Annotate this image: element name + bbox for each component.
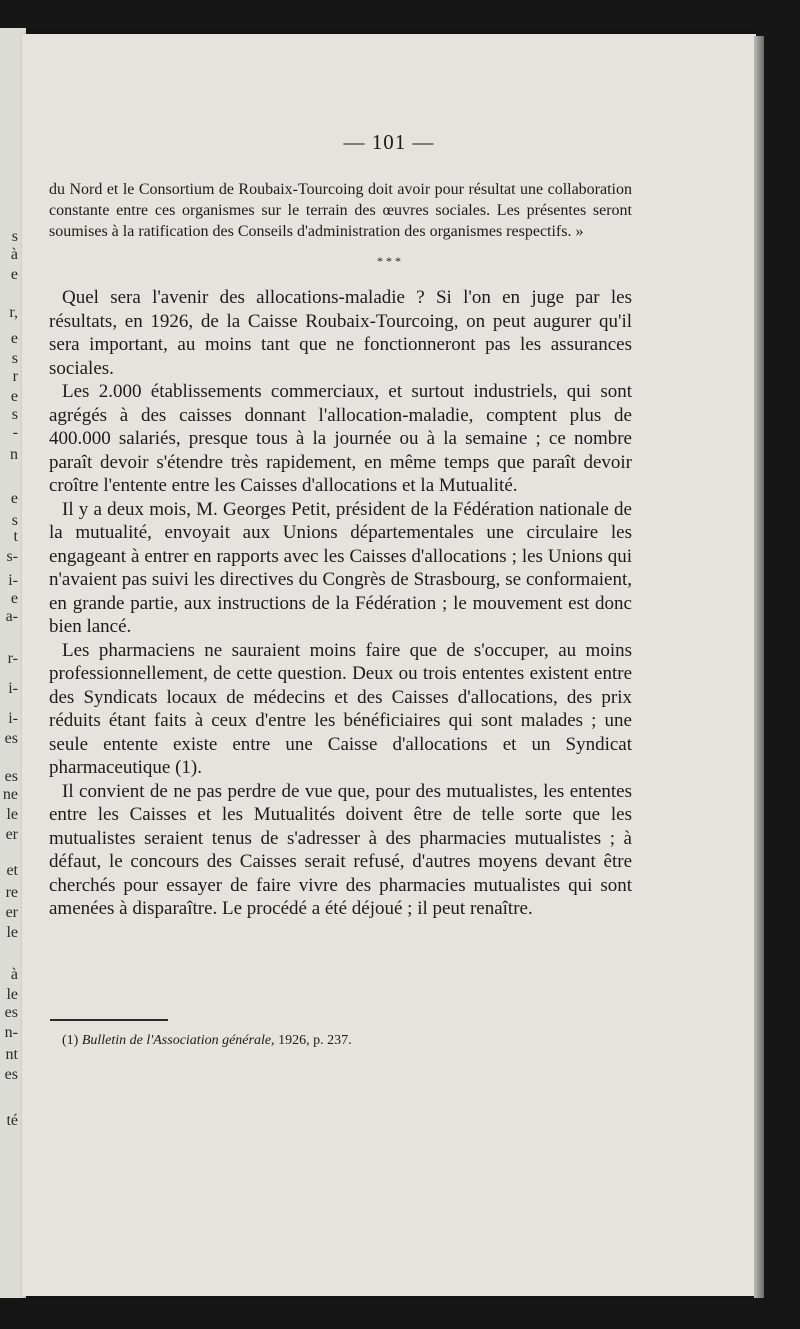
margin-fragment: e	[10, 330, 18, 347]
margin-fragment: r-	[7, 650, 18, 667]
margin-fragment: s	[11, 228, 18, 245]
margin-fragment: n-	[4, 1024, 18, 1041]
margin-fragment: nt	[5, 1046, 18, 1063]
paragraph-4: Les pharmaciens ne sauraient moins faire que de s'occuper, au moins professionnellement, de cette question. Deux ou trois ententes existent entre des Syndicats locaux de médecins et des Caisses d'allocations, des prix réduits étant faits à ceux d'entre les bénéficiaires qui sont malades ; une seule entente existe entre une Caisse d'allocations et un Syndicat pharmaceutique (1).	[49, 639, 632, 778]
margin-fragment: s	[11, 406, 18, 423]
margin-fragment: e	[10, 490, 18, 507]
margin-fragment: es	[4, 730, 18, 747]
margin-fragment: té	[6, 1112, 18, 1129]
margin-fragment: t	[13, 528, 18, 545]
margin-fragment: es	[4, 768, 18, 785]
margin-fragment: à	[10, 966, 18, 983]
footnote-rule	[50, 1019, 168, 1021]
margin-fragment: ne	[2, 786, 18, 803]
margin-fragment: s	[11, 350, 18, 367]
margin-fragment: n	[10, 446, 18, 463]
intro-text: du Nord et le Consortium de Roubaix-Tourcoing doit avoir pour résultat une collaboration constante entre ces organismes sur le terrain des œuvres sociales. Les présentes seront soumises à la ratification des Conseils d'administration des organismes respectifs. »	[49, 181, 632, 240]
margin-fragment: e	[10, 266, 18, 283]
margin-fragment: es	[4, 1066, 18, 1083]
book-page	[22, 34, 756, 1296]
footnote	[62, 1033, 352, 1049]
footnote-title: Bulletin de l'Association générale,	[81, 1033, 275, 1048]
footnote-reference: 1926, p. 237.	[278, 1033, 352, 1048]
margin-fragment: à	[10, 246, 18, 263]
margin-fragment: le	[6, 986, 18, 1003]
margin-fragment: i-	[8, 680, 18, 697]
margin-fragment: er	[5, 904, 18, 921]
margin-fragment: re	[5, 884, 18, 901]
margin-fragment: le	[6, 806, 18, 823]
margin-fragment: et	[6, 862, 18, 879]
margin-fragment: er	[5, 826, 18, 843]
paragraph-3: Il y a deux mois, M. Georges Petit, président de la Fédération nationale de la mutualité, envoyait aux Unions départementales une circulaire les engageant à entrer en rapports avec les Caisses d'allocations ; les Unions qui n'avaient pas suivi les directives du Congrès de Strasbourg, se conformaient, en grande partie, aux instructions de la Fédération ; le mouvement est donc bien lancé.	[49, 498, 632, 637]
margin-fragment: r	[12, 368, 18, 385]
margin-fragment: i-	[8, 572, 18, 589]
margin-fragment: s-	[6, 548, 18, 565]
section-separator: * * *	[377, 254, 401, 268]
intro-paragraph	[49, 179, 632, 242]
paragraph-1: Quel sera l'avenir des allocations-maladie ? Si l'on en juge par les résultats, en 1926, de la Caisse Roubaix-Tourcoing, on peut augurer qu'il sera important, au moins tant que ne fonctionneront pas les assurances sociales.	[49, 287, 632, 379]
paragraph-2: Les 2.000 établissements commerciaux, et surtout industriels, qui sont agrégés à des caisses donnant l'allocation-maladie, comptent plus de 400.000 salariés, presque tous à la journée ou à la semaine ; ce nombre paraît devoir s'étendre très rapidement, en même temps que paraît devoir croître l'entente entre les Caisses d'allocations et la Mutualité.	[49, 381, 632, 496]
margin-fragment: -	[12, 424, 18, 441]
margin-fragment: e	[10, 590, 18, 607]
page-number: — 101 —	[343, 130, 435, 154]
page-edge-shadow	[754, 36, 764, 1298]
margin-fragment: s	[11, 512, 18, 529]
margin-fragment: r,	[9, 304, 18, 321]
margin-fragment: i-	[8, 710, 18, 727]
body-text	[49, 286, 632, 921]
margin-fragment: e	[10, 388, 18, 405]
margin-fragment: es	[4, 1004, 18, 1021]
paragraph-5: Il convient de ne pas perdre de vue que, pour des mutualistes, les ententes entre les Caisses et les Mutualités doivent être de telle sorte que les mutualistes seraient tenus de s'adresser à des pharmacies mutualistes ; à défaut, le concours des Caisses serait refusé, d'autres moyens devant être cherchés pour essayer de faire vivre des pharmacies mutualistes qui sont amenées à disparaître. Le procédé a été déjoué ; il peut renaître.	[49, 780, 632, 919]
margin-fragment: a-	[5, 608, 18, 625]
footnote-marker: (1)	[62, 1033, 79, 1048]
margin-fragment: le	[6, 924, 18, 941]
